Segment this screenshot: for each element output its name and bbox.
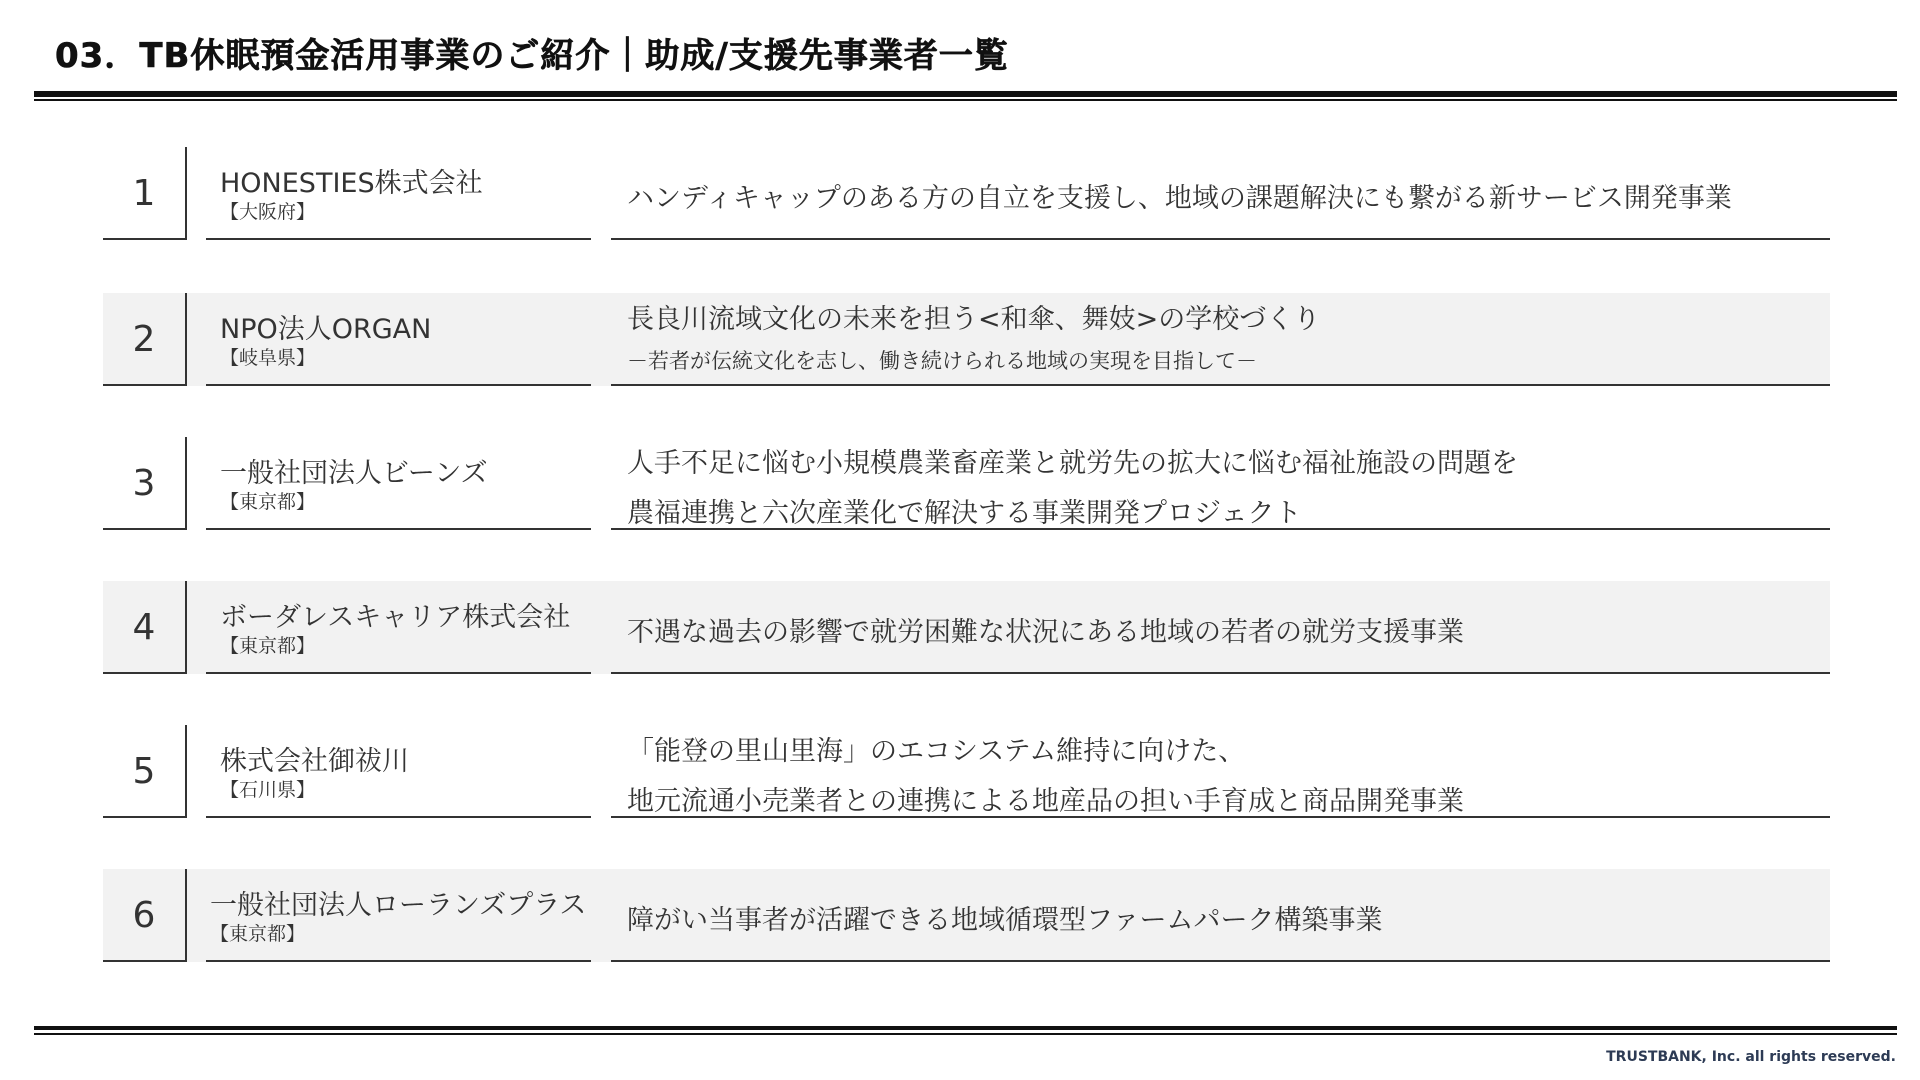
organization-name: ボーダレスキャリア株式会社 xyxy=(220,602,571,633)
row-number: 3 xyxy=(132,463,156,504)
row-number-cell xyxy=(103,147,187,240)
row-number-cell xyxy=(103,725,187,818)
row-number-cell xyxy=(103,869,187,962)
organization-cell xyxy=(206,581,591,674)
footer-divider-thick xyxy=(34,1026,1897,1030)
row-number: 6 xyxy=(132,895,156,936)
project-description-line-1: 人手不足に悩む小規模農業畜産業と就労先の拡大に悩む福祉施設の問題を xyxy=(627,448,1518,479)
project-description: ハンディキャップのある方の自立を支援し、地域の課題解決にも繋がる新サービス開発事業 xyxy=(627,183,1732,214)
row-number-cell xyxy=(103,581,187,674)
project-description-cell xyxy=(611,293,1830,386)
title-divider-thin xyxy=(34,99,1897,101)
row-number: 1 xyxy=(132,173,156,214)
list-item xyxy=(103,725,1830,818)
row-number: 2 xyxy=(132,319,156,360)
organization-prefecture: 【大阪府】 xyxy=(220,201,316,223)
project-description: 障がい当事者が活躍できる地域循環型ファームパーク構築事業 xyxy=(627,905,1383,936)
organization-cell xyxy=(206,293,591,386)
footer-divider-thin xyxy=(34,1033,1897,1035)
list-item xyxy=(103,581,1830,674)
list-item xyxy=(103,293,1830,386)
organization-prefecture: 【石川県】 xyxy=(220,779,316,801)
list-item xyxy=(103,147,1830,240)
project-description-cell xyxy=(611,869,1830,962)
page-title: 03．TB休眠預金活用事業のご紹介｜助成/支援先事業者一覧 xyxy=(55,36,1009,76)
organization-prefecture: 【岐阜県】 xyxy=(220,347,316,369)
row-number-cell xyxy=(103,437,187,530)
project-description: 不遇な過去の影響で就労困難な状況にある地域の若者の就労支援事業 xyxy=(627,617,1464,648)
organization-name: 一般社団法人ローランズプラス xyxy=(210,890,587,921)
organization-cell xyxy=(206,437,591,530)
project-description-line-2: 農福連携と六次産業化で解決する事業開発プロジェクト xyxy=(627,498,1302,529)
project-description-cell xyxy=(611,725,1830,818)
title-divider-thick xyxy=(34,91,1897,97)
project-description-cell xyxy=(611,147,1830,240)
row-number: 5 xyxy=(132,751,156,792)
project-description: 長良川流域文化の未来を担う<和傘、舞妓>の学校づくり xyxy=(627,304,1321,335)
row-number-cell xyxy=(103,293,187,386)
row-number: 4 xyxy=(132,607,156,648)
organization-cell xyxy=(206,147,591,240)
organization-prefecture: 【東京都】 xyxy=(210,923,306,945)
organization-prefecture: 【東京都】 xyxy=(220,491,316,513)
organization-name: 株式会社御祓川 xyxy=(220,746,409,777)
project-description-cell xyxy=(611,437,1830,530)
organization-name: NPO法人ORGAN xyxy=(220,314,432,345)
project-description-cell xyxy=(611,581,1830,674)
organization-cell xyxy=(206,725,591,818)
list-item xyxy=(103,869,1830,962)
organization-name: 一般社団法人ビーンズ xyxy=(220,458,488,489)
copyright-notice: TRUSTBANK, Inc. all rights reserved. xyxy=(1606,1049,1896,1065)
organization-name: HONESTIES株式会社 xyxy=(220,168,483,199)
project-description-line-2: 地元流通小売業者との連携による地産品の担い手育成と商品開発事業 xyxy=(627,786,1464,817)
list-item xyxy=(103,437,1830,530)
project-subtitle: －若者が伝統文化を志し、働き続けられる地域の実現を目指して－ xyxy=(627,349,1257,373)
organization-prefecture: 【東京都】 xyxy=(220,635,316,657)
project-description-line-1: 「能登の里山里海」のエコシステム維持に向けた、 xyxy=(627,736,1246,767)
organization-cell xyxy=(206,869,591,962)
